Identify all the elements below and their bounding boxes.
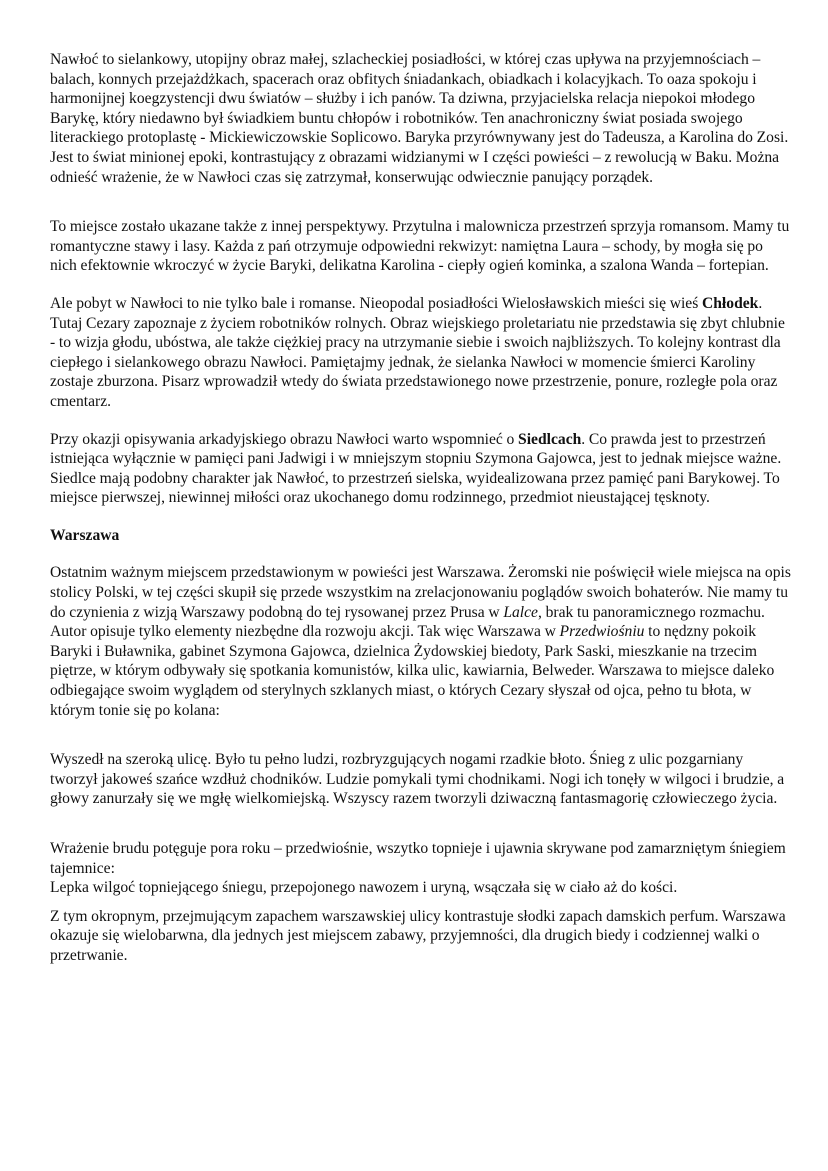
paragraph-nawloc-romance: To miejsce zostało ukazane także z innej perspektywy. Przytulna i malownicza przestrzeń sprzyja romansom. Mamy tu romantyczne stawy i lasy. Każda z pań otrzymuje odpowiedni rekwizyt: namiętna Laura – schody, by mogła się po nich efektownie wkroczyć w życie Baryki, delikatna Karolina - ciepły ogień kominka, a szalona Wanda – fortepian. (50, 218, 790, 275)
paragraph-text: . Tutaj Cezary zapoznaje z życiem robotników rolnych. Obraz wiejskiego proletariatu nie przedstawia się zbyt chlubnie - to wizja głodu, ubóstwa, ale także ciężkiej pracy na utrzymanie siebie i swoich najbliższych. To kolejny kontrast dla ciepłego i sielankowego obrazu Nawłoci. Pamiętajmy jednak, że sielanka Nawłoci w momencie śmierci Karoliny zostaje zburzona. Pisarz wprowadził wtedy do świata przedstawionego nowe przestrzenie, ponure, rozległe pola oraz cmentarz. (50, 294, 785, 410)
paragraph-text: . Co prawda jest to przestrzeń istniejąca wyłącznie w pamięci pani Jadwigi i w mniejszym stopniu Szymona Gajowca, jest to jednak miejsce ważne. Siedlce mają podobny charakter jak Nawłoć, to przestrzeń sielska, wyidealizowana przez pamięć pani Barykowej. To miejsce pierwszej, niewinnej miłości oraz ukochanego domu rodzinnego, przedmiot nieustającej tęsknoty. (50, 430, 782, 507)
quote-street: Wyszedł na szeroką ulicę. Było tu pełno ludzi, rozbryzgujących nogami rzadkie błoto. Śnieg z ulic pozgarniany tworzył jakoweś szańce wzdłuż chodników. Ludzie pomykali tymi chodnikami. Nogi ich tonęły w wilgoci i brudzie, a głowy zanurzały się we mgłę wielkomiejską. Wszyscy razem tworzyli dziwaczną fantasmagorię człowieczego życia. (50, 751, 785, 808)
paragraph-text: Ale pobyt w Nawłoci to nie tylko bale i romanse. Nieopodal posiadłości Wielosławskich mieści się wieś (50, 294, 702, 312)
section-heading-warszawa: Warszawa (50, 526, 120, 544)
italic-title-przedwiosnie: Przedwiośniu (559, 623, 645, 641)
paragraph-text: Ostatnim ważnym miejscem przedstawionym w powieści jest Warszawa. Żeromski nie poświęcił wiele miejsca na opis stolicy Polski, w tej części skupił się przede wszystkim na zrelacjonowaniu poglądów swoich bohaterów. Nie mamy tu do czynienia z wizją Warszawy podobną do tej rysowanej przez Prusa w (50, 564, 791, 621)
paragraph-text: Przy okazji opisywania arkadyjskiego obrazu Nawłoci warto wspomnieć o (50, 430, 519, 448)
italic-title-lalka: Lalce (503, 603, 538, 621)
quote-wet-snow: Lepka wilgoć topniejącego śniegu, przepojonego nawozem i uryną, wsączała się w ciało aż do kości. (50, 879, 678, 897)
paragraph-warszawa-intro (50, 563, 792, 720)
paragraph-dirt: Wrażenie brudu potęguje pora roku – przedwiośnie, wszytko topnieje i ujawnia skrywane pod zamarzniętym śniegiem tajemnice: (50, 840, 786, 877)
document-page (50, 50, 792, 966)
bold-term-siedlce: Siedlcach (518, 430, 582, 448)
paragraph-text: , brak tu panoramicznego rozmachu. Autor opisuje tylko elementy niezbędne dla rozwoju akcji. Tak więc Warszawa w (50, 603, 765, 641)
paragraph-chlodek (50, 294, 792, 412)
paragraph-text: to nędzny pokoik Baryki i Buławnika, gabinet Szymona Gajowca, dzielnica Żydowskiej biedoty, Park Saski, mieszkanie na trzecim piętrze, w którym odbywały się spotkania komunistów, kilka ulic, kawiarnia, Belweder. Warszawa to miejsce daleko odbiegające swoim wyglądem od sterylnych szklanych miast, o których Cezary słyszał od ojca, pełno tu błota, w którym tonie się po kolana: (50, 623, 775, 719)
paragraph-siedlce (50, 430, 792, 508)
paragraph-contrast: Z tym okropnym, przejmującym zapachem warszawskiej ulicy kontrastuje słodki zapach damskich perfum. Warszawa okazuje się wielobarwna, dla jednych jest miejscem zabawy, przyjemności, dla drugich biedy i codziennej walki o przetrwanie. (50, 907, 786, 964)
paragraph-nawloc-intro: Nawłoć to sielankowy, utopijny obraz małej, szlacheckiej posiadłości, w której czas upływa na przyjemnościach – balach, konnych przejażdżkach, spacerach oraz obfitych śniadankach, obiadkach i kolacyjkach. To oaza spokoju i harmonijnej koegzystencji dwu światów – służby i ich panów. Ta dziwna, przyjacielska relacja niepokoi młodego Barykę, który niedawno był świadkiem buntu chłopów i robotników. Ten anachroniczny świat posiada swojego literackiego protoplastę - Mickiewiczowskie Soplicowo. Baryka przyrównywany jest do Tadeusza, a Karolina do Zosi. Jest to świat minionej epoki, kontrastujący z obrazami widzianymi w I części powieści – z rewolucją w Baku. Można odnieść wrażenie, że w Nawłoci czas się zatrzymał, konserwując odwiecznie panujący porządek. (50, 51, 789, 186)
bold-term-chlodek: Chłodek (702, 294, 759, 312)
